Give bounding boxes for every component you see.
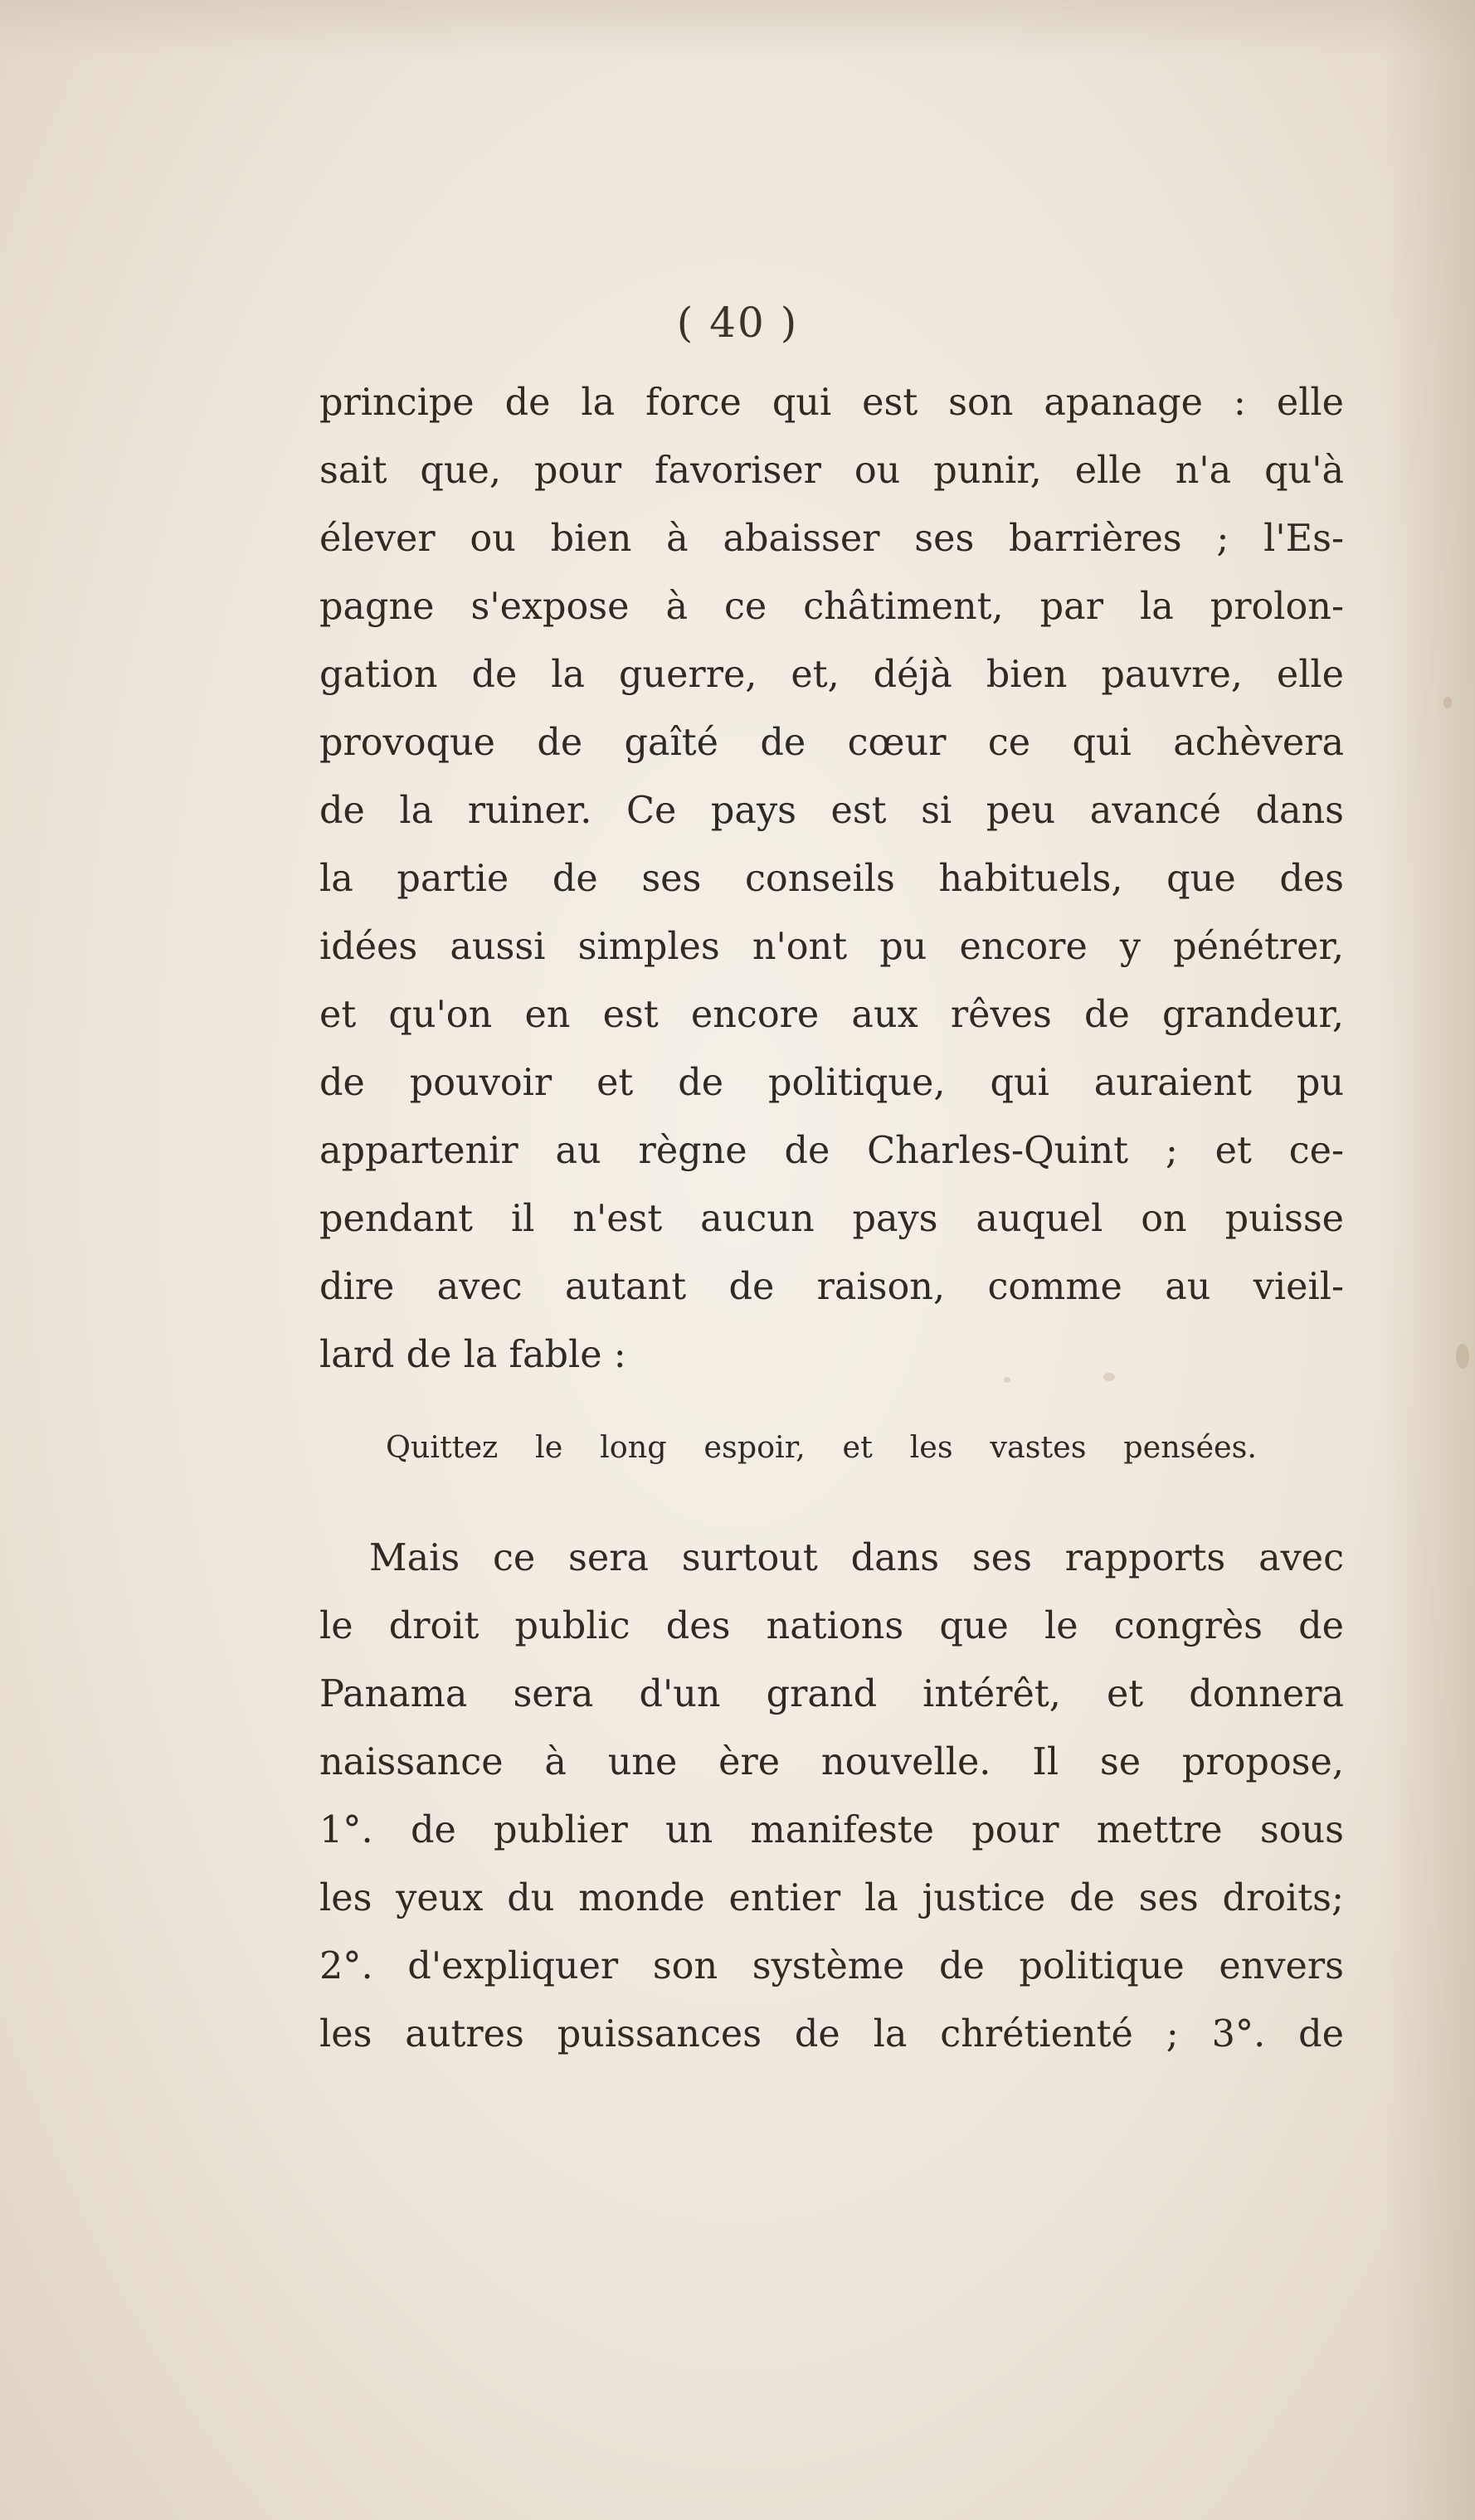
text-line: provoque de gaîté de cœur ce qui achèvera [319, 722, 1344, 764]
text-line: gation de la guerre, et, déjà bien pauvre, elle [319, 654, 1344, 696]
text-line: élever ou bien à abaisser ses barrières ; l'Es- [319, 518, 1344, 560]
text-line: dire avec autant de raison, comme au vieil- [319, 1266, 1344, 1308]
text-line: principe de la force qui est son apanage : elle [319, 382, 1344, 424]
text-line: de la ruiner. Ce pays est si peu avancé dans [319, 790, 1344, 832]
text-line: 1°. de publier un manifeste pour mettre sous [319, 1809, 1344, 1851]
foxing-spot [1443, 697, 1452, 708]
text-line: naissance à une ère nouvelle. Il se propose, [319, 1741, 1344, 1783]
text-line: les autres puissances de la chrétienté ; 3°. de [319, 2013, 1344, 2055]
text-line: Mais ce sera surtout dans ses rapports avec [369, 1537, 1344, 1579]
text-line: 2°. d'expliquer son système de politique envers [319, 1945, 1344, 1987]
text-line: les yeux du monde entier la justice de ses droits; [319, 1877, 1344, 1919]
page-number: ( 40 ) [676, 299, 799, 347]
text-line: le droit public des nations que le congrès de [319, 1605, 1344, 1647]
text-line: et qu'on en est encore aux rêves de grandeur, [319, 994, 1344, 1036]
text-line: idées aussi simples n'ont pu encore y pénétrer, [319, 926, 1344, 968]
text-line: pendant il n'est aucun pays auquel on puisse [319, 1198, 1344, 1240]
foxing-spot [1456, 1344, 1469, 1369]
text-line: de pouvoir et de politique, qui auraient pu [319, 1062, 1344, 1104]
text-line: lard de la fable : [319, 1334, 626, 1376]
text-line: la partie de ses conseils habituels, que des [319, 858, 1344, 900]
text-line: pagne s'expose à ce châtiment, par la prolon- [319, 586, 1344, 628]
text-line: appartenir au règne de Charles-Quint ; et ce- [319, 1130, 1344, 1172]
text-line: Panama sera d'un grand intérêt, et donnera [319, 1673, 1344, 1715]
verse-quote: Quittez le long espoir, et les vastes pensées. [386, 1429, 1257, 1465]
paragraph-1 [319, 369, 1344, 1389]
paragraph-2 [319, 1525, 1344, 2069]
text-line: sait que, pour favoriser ou punir, elle n'a qu'à [319, 450, 1344, 492]
page-top-shadow [0, 0, 1475, 58]
page-edge-shadow [1384, 0, 1475, 2520]
